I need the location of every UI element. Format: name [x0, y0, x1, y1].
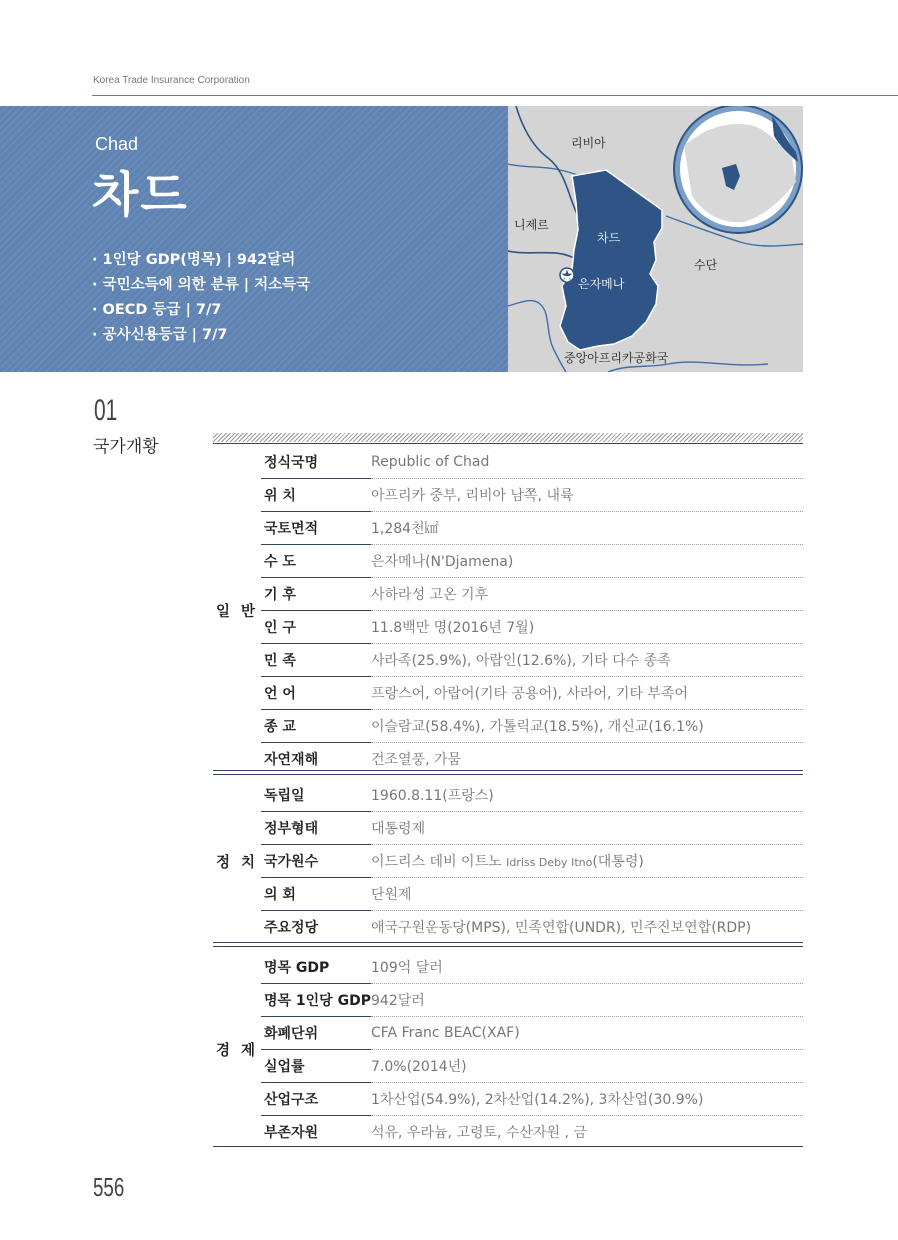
key-facts-list [92, 248, 310, 348]
head-of-state-title: (대통령) [592, 854, 644, 870]
category-economy: 경 제 [215, 1043, 259, 1059]
category-politics: 정 치 [215, 854, 259, 871]
row-label: 화폐단위 [264, 1026, 319, 1042]
row-label: 명목 1인당 GDP [264, 993, 371, 1009]
row-value: 은자메나(N'Djamena) [371, 545, 803, 578]
row-label: 종 교 [264, 719, 296, 735]
row-label: 실업률 [264, 1059, 305, 1075]
row-value: 1960.8.11(프랑스) [371, 779, 803, 812]
row-value: 대통령제 [371, 812, 803, 845]
row-label: 독립일 [264, 788, 305, 804]
group-separator [213, 770, 803, 775]
row-value: 이슬람교(58.4%), 가톨릭교(18.5%), 개신교(16.1%) [371, 710, 803, 743]
table-row [213, 446, 803, 479]
general-info-table [213, 446, 803, 775]
row-value: 아프리카 중부, 리비아 남쪽, 내륙 [371, 479, 803, 512]
row-value: Republic of Chad [371, 446, 803, 479]
map-label-chad: 차드 [597, 231, 621, 245]
table-row [213, 878, 803, 911]
row-value: CFA Franc BEAC(XAF) [371, 1017, 803, 1050]
table-row [213, 911, 803, 944]
row-value: 7.0%(2014년) [371, 1050, 803, 1083]
table-row [213, 545, 803, 578]
table-row [213, 1083, 803, 1116]
row-label: 주요정당 [264, 920, 319, 936]
row-label: 명목 GDP [264, 960, 330, 976]
row-value: 애국구원운동당(MPS), 민족연합(UNDR), 민주진보연합(RDP) [371, 920, 752, 936]
table-row [213, 812, 803, 845]
politics-info-table [213, 779, 803, 943]
table-row [213, 845, 803, 878]
map-graphic [508, 106, 803, 372]
section-title: 국가개황 [93, 437, 159, 457]
table-row [213, 984, 803, 1017]
country-name-en: Chad [95, 134, 139, 154]
row-value: 109억 달러 [371, 951, 803, 984]
key-fact-oecd-grade: · OECD 등급 | 7/7 [92, 302, 222, 318]
row-value: 1차산업(54.9%), 2차산업(14.2%), 3차산업(30.9%) [371, 1083, 803, 1116]
row-label: 민 족 [264, 653, 296, 669]
row-value: 사라족(25.9%), 아랍인(12.6%), 기타 다수 종족 [371, 644, 803, 677]
group-separator [213, 942, 803, 947]
row-label: 위 치 [264, 488, 296, 504]
row-value: 프랑스어, 아랍어(기타 공용어), 사라어, 기타 부족어 [371, 677, 803, 710]
row-value: 942달러 [371, 984, 803, 1017]
row-label: 국가원수 [264, 854, 319, 870]
row-label: 국토면적 [264, 521, 319, 537]
row-label: 의 회 [264, 887, 296, 903]
head-of-state-name-ko: 이드리스 데비 이트노 [371, 854, 507, 870]
map-label-libya: 리비아 [571, 136, 606, 150]
row-value: 석유, 우라늄, 고령토, 수산자원 , 금 [371, 1125, 587, 1141]
head-of-state-name-en: Idriss Deby Itno [506, 856, 593, 869]
key-fact-income-class: · 국민소득에 의한 분류 | 저소득국 [92, 277, 311, 293]
table-row [213, 644, 803, 677]
table-row [213, 677, 803, 710]
row-value [371, 845, 803, 878]
row-value: 사하라성 고온 기후 [371, 578, 803, 611]
country-name-ko: 차드 [92, 167, 189, 223]
category-general: 일 반 [215, 604, 259, 620]
row-value: 건조열풍, 가뭄 [371, 752, 462, 768]
table-row [213, 611, 803, 644]
row-label: 정부형태 [264, 821, 319, 837]
corporation-name: Korea Trade Insurance Corporation [93, 75, 250, 86]
table-bottom-rule [213, 1146, 803, 1147]
table-row [213, 710, 803, 743]
map-label-car: 중앙아프리카공화국 [564, 351, 669, 365]
row-label: 산업구조 [264, 1092, 319, 1108]
row-label: 기 후 [264, 587, 296, 603]
row-value: 단원제 [371, 878, 803, 911]
table-row [213, 512, 803, 545]
table-top-rule [213, 443, 803, 444]
table-row [213, 1050, 803, 1083]
key-fact-gdp: · 1인당 GDP(명목) | 942달러 [92, 252, 296, 268]
section-number: 01 [94, 394, 118, 427]
table-row [213, 1116, 803, 1149]
table-row [213, 951, 803, 984]
row-label: 수 도 [264, 554, 296, 570]
key-fact-credit-grade: · 공사신용등급 | 7/7 [92, 327, 228, 343]
section-hatch-rule [213, 433, 803, 442]
row-label: 자연재해 [264, 752, 319, 768]
page-number: 556 [93, 1172, 125, 1202]
row-label: 인 구 [264, 620, 296, 636]
row-label: 정식국명 [264, 455, 319, 471]
map-label-niger: 니제르 [514, 218, 549, 232]
country-banner [0, 106, 508, 372]
row-label: 언 어 [264, 686, 296, 702]
country-map [508, 106, 803, 372]
inset-globe [674, 106, 802, 233]
map-label-sudan: 수단 [694, 258, 718, 272]
map-label-capital: 은자메나 [578, 277, 625, 291]
table-row [213, 479, 803, 512]
row-value: 11.8백만 명(2016년 7월) [371, 611, 803, 644]
table-row [213, 779, 803, 812]
capital-marker [560, 268, 574, 282]
table-row [213, 578, 803, 611]
row-value: 1,284천㎢ [371, 512, 803, 545]
header-rule [92, 95, 898, 96]
table-row [213, 1017, 803, 1050]
row-label: 부존자원 [264, 1125, 319, 1141]
economy-info-table [213, 951, 803, 1148]
